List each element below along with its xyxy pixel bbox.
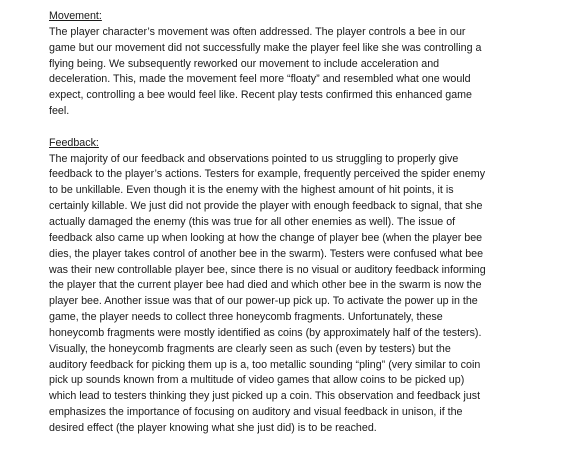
paragraph-line: auditory feedback for picking them up is a, too metallic sounding “pling” (very similar to coin xyxy=(49,358,481,371)
paragraph-line: game, the player needs to collect three honeycomb fragments. Unfortunately, these xyxy=(49,311,443,324)
paragraph-line: feedback to the player’s actions. Testers for example, frequently perceived the spider enemy xyxy=(49,168,486,181)
paragraph-line: dies, the player takes control of another bee in the swarm). Testers were confused what bee xyxy=(49,247,484,260)
paragraph-line: flying being. We subsequently reworked our movement to include acceleration and xyxy=(49,57,440,70)
paragraph-line: The player character’s movement was often addressed. The player controls a bee in our xyxy=(49,25,466,38)
feedback-paragraph xyxy=(49,152,579,437)
movement-paragraph xyxy=(49,25,579,120)
paragraph-line: Visually, the honeycomb fragments are clearly seen as such (even by testers) but the xyxy=(49,342,451,355)
paragraph-line: was their new controllable player bee, since there is no visual or auditory feedback informing xyxy=(49,263,486,276)
document-page xyxy=(49,9,579,437)
paragraph-line: certainly killable. We just did not provide the player with enough feedback to signal, that she xyxy=(49,200,483,213)
paragraph-line: feedback also came up when looking at how the change of player bee (when the player bee xyxy=(49,231,483,244)
paragraph-line: The majority of our feedback and observations pointed to us struggling to properly give xyxy=(49,152,459,165)
paragraph-line: deceleration. This, made the movement feel more “floaty” and resembled what one would xyxy=(49,73,471,86)
paragraph-line: desired effect (the player knowing what she just did) is to be reached. xyxy=(49,421,377,434)
paragraph-line: the player that the current player bee had died and which other bee in the swarm is now the xyxy=(49,279,482,292)
paragraph-line: player bee. Another issue was that of our power-up pick up. To activate the power up in the xyxy=(49,295,478,308)
paragraph-line: emphasizes the importance of focusing on auditory and visual feedback in unison, if the xyxy=(49,406,463,419)
paragraph-line: to be unkillable. Even though it is the enemy with the highest amount of hit points, it is xyxy=(49,184,454,197)
paragraph-line: expect, controlling a bee would feel like. Recent play tests confirmed this enhanced game xyxy=(49,89,472,102)
paragraph-line: game but our movement did not successfully make the player feel like she was controlling a xyxy=(49,41,482,54)
paragraph-line: feel. xyxy=(49,105,70,118)
section-heading-feedback: Feedback: xyxy=(49,136,99,149)
section-spacer xyxy=(49,120,579,136)
paragraph-line: honeycomb fragments were mostly identified as coins (by approximately half of the testers). xyxy=(49,326,482,339)
paragraph-line: actually damaged the enemy (this was true for all other enemies as well). The issue of xyxy=(49,215,456,228)
paragraph-line: pick up sounds known from a multitude of video games that allow coins to be picked up) xyxy=(49,374,465,387)
paragraph-line: which lead to testers thinking they just picked up a coin. This observation and feedback just xyxy=(49,390,481,403)
section-heading-movement: Movement: xyxy=(49,10,102,22)
